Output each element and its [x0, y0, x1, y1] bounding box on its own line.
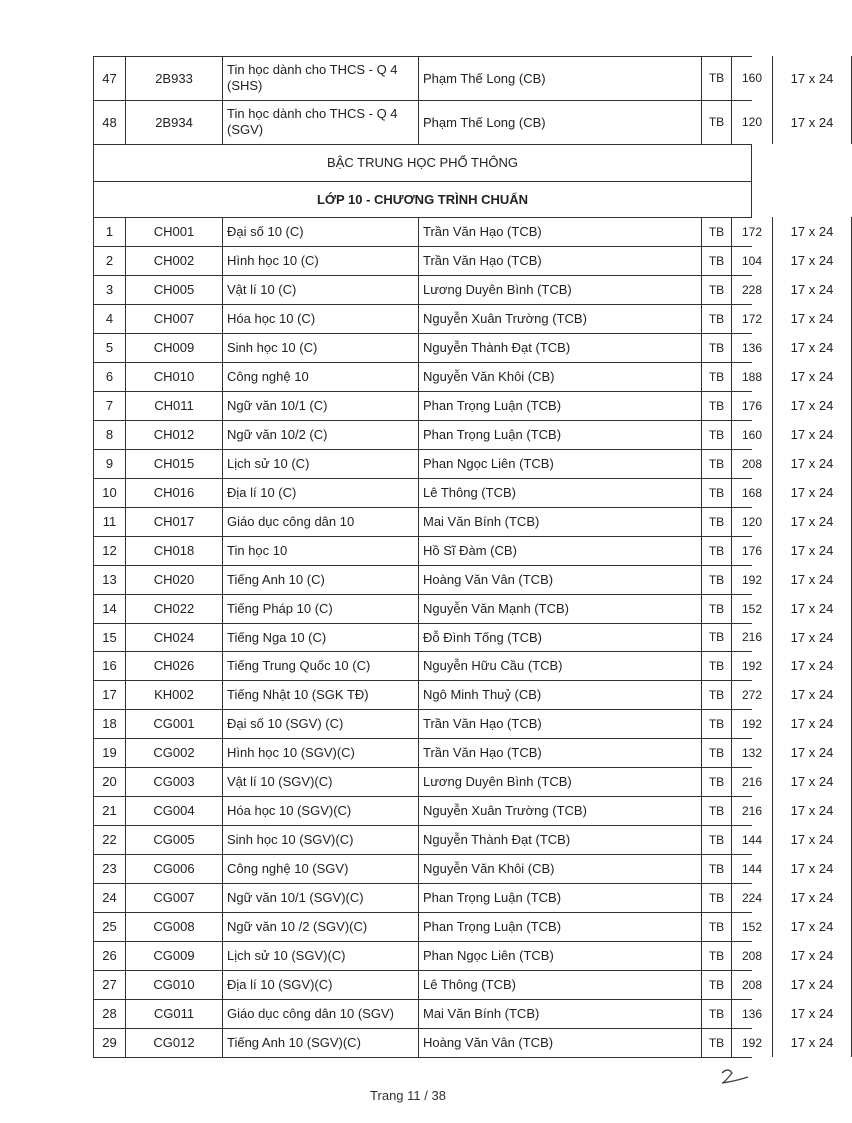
book-size: 17 x 24	[772, 825, 852, 854]
book-type: TB	[701, 333, 731, 362]
book-size: 17 x 24	[772, 304, 852, 333]
book-title: Địa lí 10 (C)	[222, 478, 418, 507]
table-row	[93, 767, 834, 796]
book-type: TB	[701, 507, 731, 536]
page-number: Trang 11 / 38	[370, 1088, 446, 1103]
book-author: Hoàng Văn Vân (TCB)	[418, 565, 701, 594]
book-type: TB	[701, 391, 731, 420]
book-code: CG009	[125, 941, 222, 970]
table-row	[93, 56, 834, 100]
book-title: Tiếng Pháp 10 (C)	[222, 594, 418, 623]
book-title: Công nghệ 10 (SGV)	[222, 854, 418, 883]
book-type: TB	[701, 420, 731, 449]
book-type: TB	[701, 246, 731, 275]
table-row	[93, 565, 834, 594]
row-number: 1	[93, 217, 125, 246]
book-code: CH022	[125, 594, 222, 623]
book-title: Vật lí 10 (C)	[222, 275, 418, 304]
table-row	[93, 275, 834, 304]
book-title: Ngữ văn 10/1 (C)	[222, 391, 418, 420]
page-count: 228	[731, 275, 772, 304]
book-size: 17 x 24	[772, 796, 852, 825]
book-code: CG001	[125, 709, 222, 738]
book-code: CH017	[125, 507, 222, 536]
row-number: 28	[93, 999, 125, 1028]
book-size: 17 x 24	[772, 275, 852, 304]
page-count: 192	[731, 1028, 772, 1057]
table-row	[93, 1028, 834, 1057]
row-number: 14	[93, 594, 125, 623]
book-type: TB	[701, 767, 731, 796]
book-title: Tin học dành cho THCS - Q 4 (SHS)	[222, 56, 418, 100]
book-size: 17 x 24	[772, 362, 852, 391]
book-size: 17 x 24	[772, 680, 852, 709]
table-row	[93, 883, 834, 912]
page-count: 168	[731, 478, 772, 507]
book-type: TB	[701, 594, 731, 623]
book-title: Hóa học 10 (SGV)(C)	[222, 796, 418, 825]
book-size: 17 x 24	[772, 565, 852, 594]
table-row	[93, 941, 834, 970]
book-type: TB	[701, 970, 731, 999]
page-count: 160	[731, 420, 772, 449]
book-code: CG011	[125, 999, 222, 1028]
page-count: 176	[731, 536, 772, 565]
page-count: 136	[731, 999, 772, 1028]
book-type: TB	[701, 565, 731, 594]
row-number: 7	[93, 391, 125, 420]
page-count: 144	[731, 825, 772, 854]
row-number: 13	[93, 565, 125, 594]
book-size: 17 x 24	[772, 449, 852, 478]
book-title: Đại số 10 (C)	[222, 217, 418, 246]
row-number: 4	[93, 304, 125, 333]
book-author: Hồ Sĩ Đàm (CB)	[418, 536, 701, 565]
book-author: Phan Trọng Luận (TCB)	[418, 883, 701, 912]
book-author: Nguyễn Hữu Cầu (TCB)	[418, 651, 701, 680]
page-count: 172	[731, 304, 772, 333]
table-row	[93, 680, 834, 709]
book-title: Ngữ văn 10 /2 (SGV)(C)	[222, 912, 418, 941]
book-type: TB	[701, 362, 731, 391]
page-count: 192	[731, 709, 772, 738]
book-size: 17 x 24	[772, 1028, 852, 1057]
page-count: 272	[731, 680, 772, 709]
page-count: 176	[731, 391, 772, 420]
book-author: Nguyễn Xuân Trường (TCB)	[418, 304, 701, 333]
book-size: 17 x 24	[772, 970, 852, 999]
book-size: 17 x 24	[772, 56, 852, 100]
book-size: 17 x 24	[772, 594, 852, 623]
book-size: 17 x 24	[772, 912, 852, 941]
book-type: TB	[701, 825, 731, 854]
subsection-heading: LỚP 10 - CHƯƠNG TRÌNH CHUẨN	[93, 181, 752, 217]
book-type: TB	[701, 478, 731, 507]
book-title: Giáo dục công dân 10	[222, 507, 418, 536]
book-type: TB	[701, 709, 731, 738]
book-size: 17 x 24	[772, 651, 852, 680]
book-type: TB	[701, 999, 731, 1028]
page-count: 208	[731, 449, 772, 478]
table-row	[93, 912, 834, 941]
page-count: 136	[731, 333, 772, 362]
book-size: 17 x 24	[772, 100, 852, 144]
table-row	[93, 449, 834, 478]
book-title: Tiếng Nhật 10 (SGK TĐ)	[222, 680, 418, 709]
book-code: CH005	[125, 275, 222, 304]
book-size: 17 x 24	[772, 333, 852, 362]
book-type: TB	[701, 536, 731, 565]
table-row	[93, 623, 834, 651]
book-title: Tiếng Anh 10 (C)	[222, 565, 418, 594]
book-title: Tin học dành cho THCS - Q 4 (SGV)	[222, 100, 418, 144]
table-row	[93, 536, 834, 565]
book-code: CH026	[125, 651, 222, 680]
book-author: Lê Thông (TCB)	[418, 970, 701, 999]
row-number: 20	[93, 767, 125, 796]
book-size: 17 x 24	[772, 623, 852, 651]
table-row	[93, 304, 834, 333]
book-size: 17 x 24	[772, 391, 852, 420]
book-title: Tiếng Nga 10 (C)	[222, 623, 418, 651]
table-row	[93, 651, 834, 680]
page-count: 172	[731, 217, 772, 246]
table-row	[93, 709, 834, 738]
row-number: 10	[93, 478, 125, 507]
table-row	[93, 507, 834, 536]
book-code: CH024	[125, 623, 222, 651]
row-number: 26	[93, 941, 125, 970]
book-code: CH001	[125, 217, 222, 246]
table-row	[93, 825, 834, 854]
row-number: 8	[93, 420, 125, 449]
book-code: CH010	[125, 362, 222, 391]
table-row	[93, 391, 834, 420]
book-author: Ngô Minh Thuỷ (CB)	[418, 680, 701, 709]
book-size: 17 x 24	[772, 507, 852, 536]
row-number: 3	[93, 275, 125, 304]
page-count: 216	[731, 623, 772, 651]
book-type: TB	[701, 854, 731, 883]
book-title: Đại số 10 (SGV) (C)	[222, 709, 418, 738]
book-size: 17 x 24	[772, 420, 852, 449]
book-author: Hoàng Văn Vân (TCB)	[418, 1028, 701, 1057]
book-author: Nguyễn Văn Khôi (CB)	[418, 854, 701, 883]
table-row	[93, 362, 834, 391]
page-count: 188	[731, 362, 772, 391]
row-number: 24	[93, 883, 125, 912]
book-type: TB	[701, 1028, 731, 1057]
book-author: Trần Văn Hạo (TCB)	[418, 738, 701, 767]
book-title: Giáo dục công dân 10 (SGV)	[222, 999, 418, 1028]
book-type: TB	[701, 217, 731, 246]
row-number: 11	[93, 507, 125, 536]
book-size: 17 x 24	[772, 478, 852, 507]
section-heading: BẬC TRUNG HỌC PHỔ THÔNG	[93, 144, 752, 181]
book-code: CG003	[125, 767, 222, 796]
book-code: CG012	[125, 1028, 222, 1057]
book-author: Nguyễn Thành Đạt (TCB)	[418, 333, 701, 362]
page-count: 192	[731, 651, 772, 680]
page-count: 120	[731, 507, 772, 536]
book-code: CG008	[125, 912, 222, 941]
book-author: Đỗ Đình Tống (TCB)	[418, 623, 701, 651]
book-code: 2B934	[125, 100, 222, 144]
book-author: Mai Văn Bính (TCB)	[418, 507, 701, 536]
book-size: 17 x 24	[772, 217, 852, 246]
page-count: 152	[731, 594, 772, 623]
book-size: 17 x 24	[772, 738, 852, 767]
book-size: 17 x 24	[772, 709, 852, 738]
row-number: 22	[93, 825, 125, 854]
book-title: Sinh học 10 (SGV)(C)	[222, 825, 418, 854]
page-count: 216	[731, 796, 772, 825]
row-number: 17	[93, 680, 125, 709]
book-type: TB	[701, 941, 731, 970]
book-code: CH007	[125, 304, 222, 333]
book-author: Phan Trọng Luận (TCB)	[418, 391, 701, 420]
book-author: Phan Trọng Luận (TCB)	[418, 912, 701, 941]
book-size: 17 x 24	[772, 536, 852, 565]
page-count: 208	[731, 941, 772, 970]
book-author: Mai Văn Bính (TCB)	[418, 999, 701, 1028]
book-title: Tiếng Anh 10 (SGV)(C)	[222, 1028, 418, 1057]
page-count: 192	[731, 565, 772, 594]
row-number: 23	[93, 854, 125, 883]
row-number: 27	[93, 970, 125, 999]
table-row	[93, 999, 834, 1028]
book-code: CH009	[125, 333, 222, 362]
book-author: Nguyễn Văn Mạnh (TCB)	[418, 594, 701, 623]
table-row	[93, 100, 834, 144]
book-type: TB	[701, 275, 731, 304]
book-type: TB	[701, 56, 731, 100]
signature-mark	[718, 1065, 754, 1087]
table-rule	[93, 1057, 752, 1058]
book-author: Nguyễn Xuân Trường (TCB)	[418, 796, 701, 825]
book-code: CG010	[125, 970, 222, 999]
row-number: 9	[93, 449, 125, 478]
table-row	[93, 478, 834, 507]
book-author: Trần Văn Hạo (TCB)	[418, 217, 701, 246]
page-count: 144	[731, 854, 772, 883]
row-number: 21	[93, 796, 125, 825]
book-author: Lương Duyên Bình (TCB)	[418, 767, 701, 796]
book-author: Trần Văn Hạo (TCB)	[418, 709, 701, 738]
table-row	[93, 420, 834, 449]
book-title: Vật lí 10 (SGV)(C)	[222, 767, 418, 796]
book-author: Phan Trọng Luận (TCB)	[418, 420, 701, 449]
book-code: CH016	[125, 478, 222, 507]
book-author: Phạm Thế Long (CB)	[418, 100, 701, 144]
book-code: CH012	[125, 420, 222, 449]
table-row	[93, 246, 834, 275]
book-size: 17 x 24	[772, 941, 852, 970]
table-row	[93, 738, 834, 767]
page-count: 216	[731, 767, 772, 796]
book-author: Nguyễn Thành Đạt (TCB)	[418, 825, 701, 854]
book-author: Trần Văn Hạo (TCB)	[418, 246, 701, 275]
book-code: CG004	[125, 796, 222, 825]
table-row	[93, 970, 834, 999]
row-number: 6	[93, 362, 125, 391]
book-code: CG007	[125, 883, 222, 912]
row-number: 16	[93, 651, 125, 680]
book-title: Công nghệ 10	[222, 362, 418, 391]
book-size: 17 x 24	[772, 883, 852, 912]
book-type: TB	[701, 623, 731, 651]
row-number: 25	[93, 912, 125, 941]
book-title: Ngữ văn 10/2 (C)	[222, 420, 418, 449]
book-code: CH011	[125, 391, 222, 420]
row-number: 29	[93, 1028, 125, 1057]
book-author: Lương Duyên Bình (TCB)	[418, 275, 701, 304]
book-title: Lịch sử 10 (C)	[222, 449, 418, 478]
row-number: 12	[93, 536, 125, 565]
book-author: Nguyễn Văn Khôi (CB)	[418, 362, 701, 391]
row-number: 15	[93, 623, 125, 651]
book-code: CH020	[125, 565, 222, 594]
page-count: 120	[731, 100, 772, 144]
book-author: Lê Thông (TCB)	[418, 478, 701, 507]
table-row	[93, 594, 834, 623]
row-number: 47	[93, 56, 125, 100]
book-size: 17 x 24	[772, 854, 852, 883]
table-row	[93, 333, 834, 362]
table-row	[93, 217, 834, 246]
book-title: Sinh học 10 (C)	[222, 333, 418, 362]
book-code: CH018	[125, 536, 222, 565]
book-title: Lịch sử 10 (SGV)(C)	[222, 941, 418, 970]
book-title: Hình học 10 (C)	[222, 246, 418, 275]
book-code: KH002	[125, 680, 222, 709]
page-count: 160	[731, 56, 772, 100]
book-type: TB	[701, 738, 731, 767]
book-type: TB	[701, 883, 731, 912]
book-title: Hình học 10 (SGV)(C)	[222, 738, 418, 767]
book-type: TB	[701, 796, 731, 825]
row-number: 18	[93, 709, 125, 738]
book-type: TB	[701, 449, 731, 478]
book-code: CG002	[125, 738, 222, 767]
row-number: 5	[93, 333, 125, 362]
book-author: Phan Ngọc Liên (TCB)	[418, 449, 701, 478]
book-code: CH002	[125, 246, 222, 275]
book-title: Tiếng Trung Quốc 10 (C)	[222, 651, 418, 680]
book-code: CG006	[125, 854, 222, 883]
book-type: TB	[701, 100, 731, 144]
book-title: Tin học 10	[222, 536, 418, 565]
page-count: 208	[731, 970, 772, 999]
book-code: 2B933	[125, 56, 222, 100]
book-title: Hóa học 10 (C)	[222, 304, 418, 333]
book-code: CH015	[125, 449, 222, 478]
table-row	[93, 854, 834, 883]
page-count: 104	[731, 246, 772, 275]
book-title: Địa lí 10 (SGV)(C)	[222, 970, 418, 999]
row-number: 2	[93, 246, 125, 275]
book-size: 17 x 24	[772, 767, 852, 796]
page-count: 224	[731, 883, 772, 912]
table-row	[93, 796, 834, 825]
book-type: TB	[701, 304, 731, 333]
book-size: 17 x 24	[772, 246, 852, 275]
book-author: Phạm Thế Long (CB)	[418, 56, 701, 100]
row-number: 19	[93, 738, 125, 767]
page-count: 152	[731, 912, 772, 941]
book-code: CG005	[125, 825, 222, 854]
book-size: 17 x 24	[772, 999, 852, 1028]
book-type: TB	[701, 651, 731, 680]
book-type: TB	[701, 680, 731, 709]
book-type: TB	[701, 912, 731, 941]
book-author: Phan Ngọc Liên (TCB)	[418, 941, 701, 970]
book-title: Ngữ văn 10/1 (SGV)(C)	[222, 883, 418, 912]
row-number: 48	[93, 100, 125, 144]
page-count: 132	[731, 738, 772, 767]
